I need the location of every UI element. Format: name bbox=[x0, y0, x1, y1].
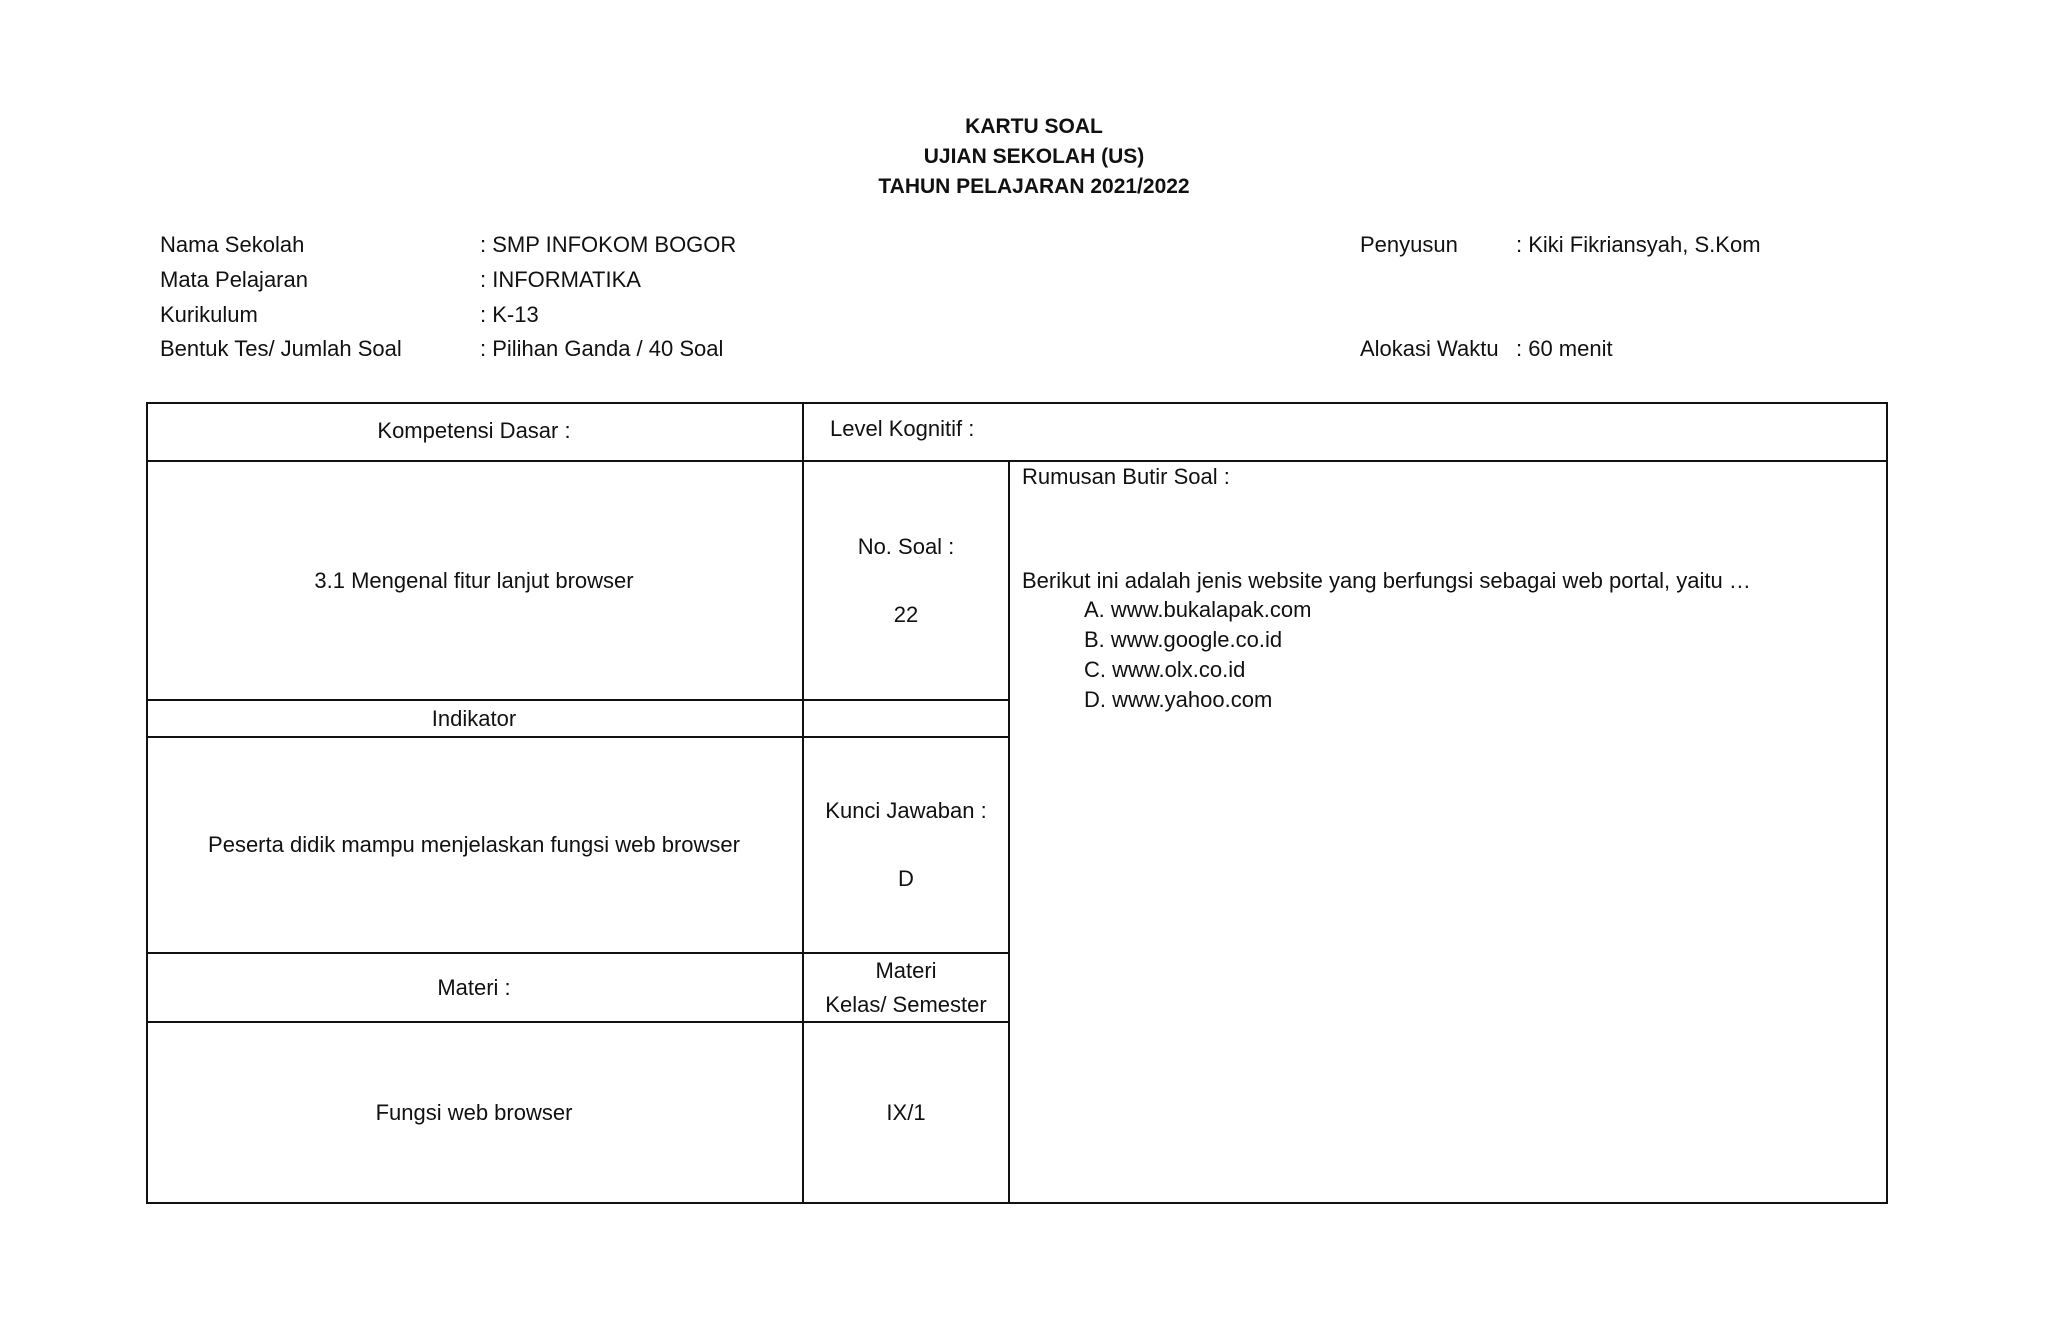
kunci-label: Kunci Jawaban : bbox=[825, 798, 987, 823]
curriculum-value: : K-13 bbox=[480, 302, 539, 327]
curriculum-label: Kurikulum bbox=[160, 302, 258, 327]
indikator-value: Peserta didik mampu menjelaskan fungsi web browser bbox=[208, 832, 740, 857]
materi-value: Fungsi web browser bbox=[375, 1099, 573, 1125]
table-border-bottom bbox=[146, 1202, 1888, 1204]
column-divider-2 bbox=[1008, 460, 1010, 1204]
school-value: : SMP INFOKOM BOGOR bbox=[480, 232, 737, 257]
kunci-value: D bbox=[898, 866, 914, 891]
subject-value: : INFORMATIKA bbox=[480, 267, 641, 292]
kunci-cell bbox=[804, 738, 1008, 952]
level-header: Level Kognitif : bbox=[830, 416, 975, 441]
test-form-label: Bentuk Tes/ Jumlah Soal bbox=[160, 336, 402, 361]
no-soal-label: No. Soal : bbox=[857, 533, 955, 559]
kelas-label-line-1: Materi bbox=[875, 957, 937, 983]
no-soal-value: 22 bbox=[893, 601, 919, 627]
author-label: Penyusun bbox=[1360, 232, 1458, 257]
option-a: A. www.bukalapak.com bbox=[1084, 597, 1312, 622]
indikator-label: Indikator bbox=[431, 705, 517, 731]
title-line-3: TAHUN PELAJARAN 2021/2022 bbox=[878, 175, 1190, 198]
document-title bbox=[0, 112, 2048, 202]
author-value: : Kiki Fikriansyah, S.Kom bbox=[1516, 232, 1761, 257]
title-line-1: KARTU SOAL bbox=[965, 115, 1103, 138]
kd-header: Kompetensi Dasar : bbox=[377, 418, 571, 443]
option-d: D. www.yahoo.com bbox=[1084, 687, 1273, 712]
title-line-2: UJIAN SEKOLAH (US) bbox=[923, 145, 1145, 168]
table-border-right bbox=[1886, 402, 1888, 1204]
rumusan-label: Rumusan Butir Soal : bbox=[1022, 464, 1230, 489]
kelas-label-line-2: Kelas/ Semester bbox=[825, 991, 987, 1017]
time-allocation-value: : 60 menit bbox=[1516, 336, 1613, 361]
option-b: B. www.google.co.id bbox=[1084, 627, 1283, 652]
time-allocation-label: Alokasi Waktu bbox=[1360, 336, 1499, 361]
question-text: Berikut ini adalah jenis website yang berfungsi sebagai web portal, yaitu … bbox=[1022, 568, 1751, 593]
kd-value: 3.1 Mengenal fitur lanjut browser bbox=[314, 567, 634, 593]
option-c: C. www.olx.co.id bbox=[1084, 657, 1246, 682]
question-card-table bbox=[146, 402, 1888, 1204]
materi-label: Materi : bbox=[437, 974, 511, 1000]
subject-label: Mata Pelajaran bbox=[160, 267, 308, 292]
kelas-value: IX/1 bbox=[886, 1099, 926, 1125]
test-form-value: : Pilihan Ganda / 40 Soal bbox=[480, 336, 724, 361]
school-label: Nama Sekolah bbox=[160, 232, 305, 257]
no-soal-cell bbox=[804, 462, 1008, 699]
kelas-semester-header bbox=[804, 954, 1008, 1021]
